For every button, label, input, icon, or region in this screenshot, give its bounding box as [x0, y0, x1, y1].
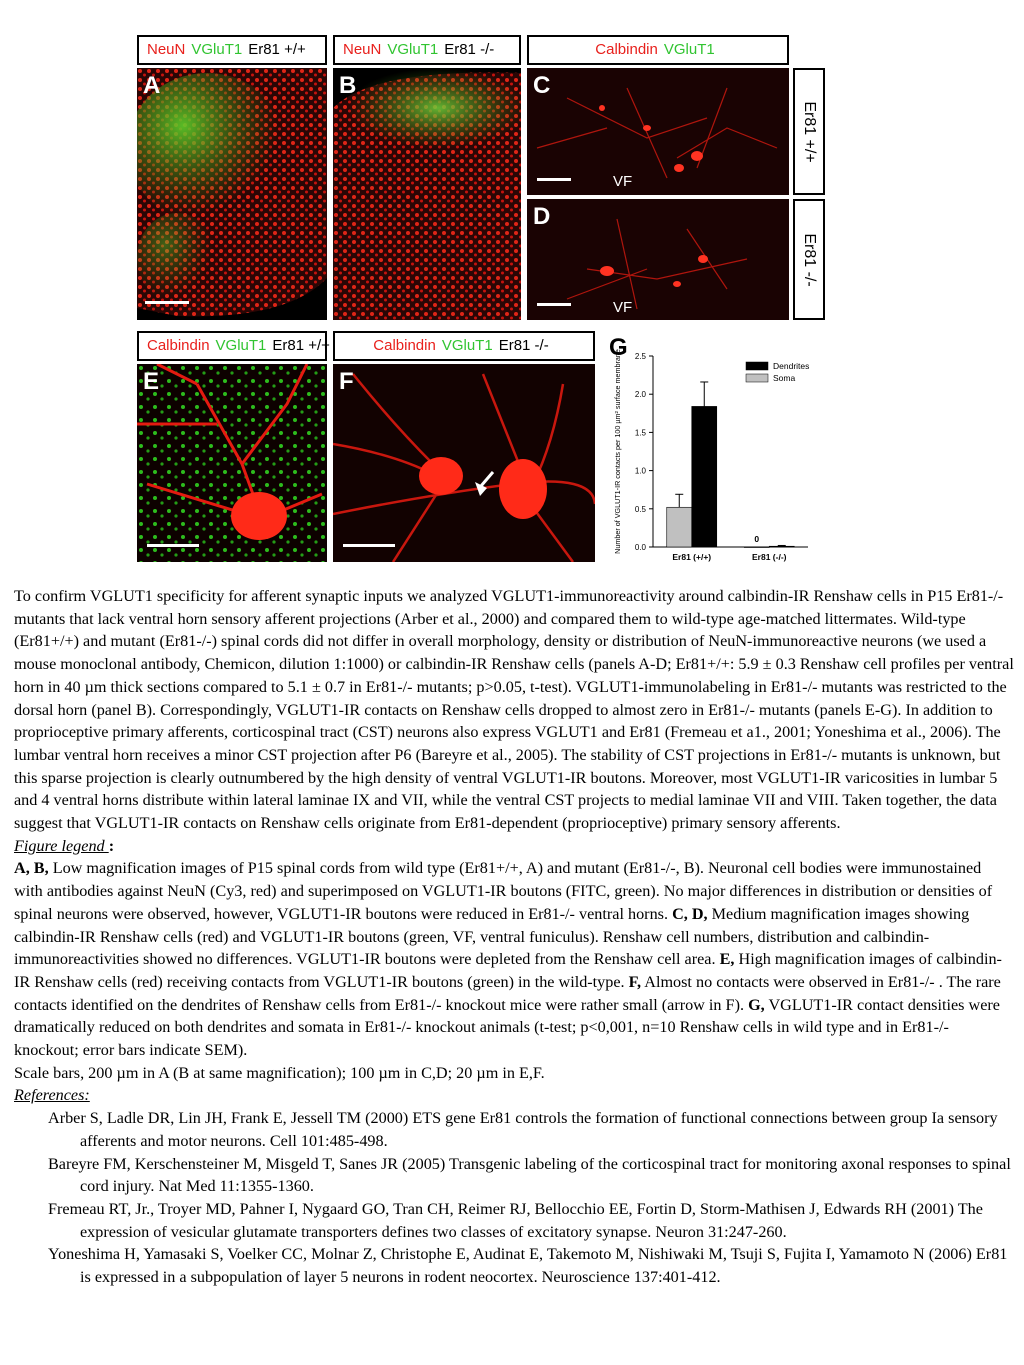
header-a-genotype: Er81 +/+: [248, 41, 306, 58]
header-cd: [527, 35, 789, 65]
paragraph-main: To confirm VGLUT1 specificity for afferent synaptic inputs we analyzed VGLUT1-immunoreactivity around calbindin-IR Renshaw cells in P15 Er81-/- mutants that lack ventral horn sensory afferent projections (Arber et al., 2000) and compared them to wild-type age-matched littermates. Wild-type (Er81+/+) and mutant (Er81-/-) spinal cords did not differ in overall morphology, density or distribution of NeuN-immunoreactive neurons (we used a mouse monoclonal antibody, Chemicon, dilution 1:1000) or calbindin-IR Renshaw cells (panels A-D; Er81+/+: 5.9 ± 0.3 Renshaw cell profiles per ventral horn in 40 µm thick sections compared to 5.1 ± 0.7 in Er81-/- mutants; p>0.05, t-test). VGLUT1-immunolabeling in Er81-/- mutants was restricted to the dorsal horn (panel B). Correspondingly, VGLUT1-IR contacts on Renshaw cells dropped to almost zero in Er81-/- mutants (panels E-G). In addition to proprioceptive primary afferents, corticospinal tract (CST) neurons also express VGLUT1 and Er81 (Fremeau et a1., 2001; Yoneshima et al., 2006). The lumbar ventral horn receives a minor CST projection after P6 (Bareyre et al., 2005). The stability of CST projections in Er81-/- mutants is unknown, but this sparse projection is clearly outnumbered by the high density of ventral VGLUT1-IR boutons. Moreover, most VGLUT1-IR varicosities in lumbar 5 and 4 ventral horns distribute within lateral laminae IX and VII, while the ventral CST projects to medial laminae VII and VIII. Taken together, the data suggest that VGLUT1-IR contacts on Renshaw cells originate from Er81-dependent (proprioceptive) primary sensory afferents.: [14, 587, 1014, 833]
figure-legend-label: Figure legend: [14, 836, 109, 855]
header-f: [333, 331, 595, 361]
panel-g-chart: [598, 332, 838, 570]
header-f-genotype: Er81 -/-: [498, 337, 549, 354]
header-e-genotype: Er81 +/+: [272, 337, 330, 354]
panel-e-image: [137, 364, 327, 562]
header-b-marker2: VGluT1: [387, 41, 439, 58]
scale-bar-d: [537, 303, 571, 306]
header-e: [137, 331, 330, 361]
y-tick-label: 2.0: [634, 390, 646, 400]
panel-c-micrograph: [527, 68, 789, 195]
genotype-box-bottom: [793, 199, 825, 320]
legend-label-soma: Soma: [773, 373, 796, 383]
y-tick-label: 0.0: [634, 543, 646, 552]
scale-bar-c: [537, 178, 571, 181]
genotype-label-bottom: Er81 -/-: [801, 232, 818, 287]
legend-ab-text: Low magnification images of P15 spinal cords from wild type (Er81+/+, A) and mutant (Er81-/-, B). Neuronal cell bodies were immunostained with antibodies against NeuN (Cy3, red) and superimposed on VGLUT1-IR boutons (FITC, green). No major differences in distribution or densities of spinal neurons were observed, however, VGLUT1-IR boutons were reduced in Er81-/- ventral horns.: [14, 859, 993, 923]
panel-e-micrograph: [137, 364, 327, 562]
panel-b-micrograph: [333, 68, 521, 320]
header-a: [137, 35, 327, 65]
x-tick-label: Er81 (+/+): [672, 552, 712, 562]
header-e-marker1: Calbindin: [147, 337, 210, 354]
header-a-marker1: NeuN: [147, 41, 186, 58]
references-label: References:: [14, 1086, 90, 1105]
genotype-box-top: [793, 68, 825, 195]
scale-bars-note: Scale bars, 200 µm in A (B at same magnification); 100 µm in C,D; 20 µm in E,F.: [14, 1063, 545, 1082]
article-text: [14, 585, 1014, 1289]
header-b-marker1: NeuN: [343, 41, 382, 58]
legend-f-label: F,: [628, 972, 642, 991]
panel-label-a: A: [143, 72, 161, 99]
legend-cd-text: Medium magnification images showing calbindin-IR Renshaw cells (red) and VGLUT1-IR boutons (green, VF, ventral funiculus). Renshaw cell numbers, distribution and calbindin-immunoreactivities showed no differences. VGLUT1-IR boutons were depleted from the Renshaw cell area.: [14, 904, 970, 969]
header-b: [333, 35, 521, 65]
legend-swatch-dendrites: [746, 362, 768, 370]
y-tick-label: 1.0: [634, 466, 646, 476]
y-tick-label: 2.5: [634, 352, 646, 361]
panel-label-d: D: [533, 203, 551, 230]
header-f-marker2: VGluT1: [441, 337, 493, 354]
figure-legend-body: [14, 857, 1014, 1061]
y-tick-label: 1.5: [634, 428, 646, 438]
scale-bar-f: [343, 544, 395, 547]
legend-e-text: High magnification images of calbindin-IR Renshaw cells (red) receiving contacts from VGLUT1-IR boutons (green) in the wild-type.: [14, 950, 1002, 991]
zero-annotation: 0: [754, 534, 760, 544]
legend-f-text: Almost no contacts were observed in Er81-/- . The rare contacts identified on the dendrites of Renshaw cells from Er81-/- knockout mice were rather small (arrow in F).: [14, 972, 1001, 1014]
vf-label-c: VF: [613, 173, 633, 190]
panel-label-e: E: [143, 368, 160, 395]
legend-g-text: VGLUT1-IR contact densities were dramatically reduced on both dendrites and somata in Er81-/- knockout animals (t-test; p<0,001, n=10 Renshaw cells in wild type and in Er81-/- knockout; error bars indicate SEM).: [14, 995, 1000, 1060]
panel-a-micrograph: [137, 68, 327, 320]
panel-d-image: [527, 199, 789, 320]
bar-dendrites: [692, 406, 717, 547]
header-cd-marker1: Calbindin: [595, 41, 658, 58]
figure: [0, 0, 1024, 575]
reference-item: Arber S, Ladle DR, Lin JH, Frank E, Jessell TM (2000) ETS gene Er81 controls the formation of functional connections between group Ia sensory afferents and motor neurons. Cell 101:485-498.: [48, 1109, 998, 1150]
panel-label-g: G: [609, 334, 628, 361]
figure-legend-colon: :: [108, 836, 115, 855]
bar-soma: [667, 507, 692, 547]
header-a-marker2: VGluT1: [191, 41, 243, 58]
reference-item: Yoneshima H, Yamasaki S, Voelker CC, Molnar Z, Christophe E, Audinat E, Takemoto M, Nishiwaki M, Tsuji S, Fujita I, Yamamoto N (2006) Er81 is expressed in a subpopulation of layer 5 neurons in rodent neocortex. Neuroscience 137:401-412.: [48, 1245, 1008, 1287]
bar-chart-g: [598, 332, 838, 570]
references-heading: [14, 1084, 1014, 1107]
scale-bar-e: [147, 544, 199, 547]
header-cd-marker2: VGluT1: [663, 41, 715, 58]
legend-g-label: G,: [748, 995, 765, 1014]
panel-d-micrograph: [527, 199, 789, 320]
panel-c-image: [527, 68, 789, 195]
panel-label-c: C: [533, 72, 551, 99]
panel-b-image: [333, 68, 521, 320]
header-f-marker1: Calbindin: [373, 337, 436, 354]
header-e-marker2: VGluT1: [215, 337, 267, 354]
vf-label-d: VF: [613, 299, 633, 316]
legend-label-dendrites: Dendrites: [773, 361, 810, 371]
legend-e-label: E,: [719, 950, 735, 969]
legend-cd-label: C, D,: [672, 904, 708, 923]
reference-item: Bareyre FM, Kerschensteiner M, Misgeld T, Sanes JR (2005) Transgenic labeling of the corticospinal tract for monitoring axonal responses to spinal cord injury. Nat Med 11:1355-1360.: [48, 1154, 1011, 1196]
figure-legend-heading: [14, 835, 1014, 858]
bar-dendrites: [769, 546, 794, 547]
bar-soma: [744, 547, 769, 548]
scale-bar-a: [145, 301, 189, 304]
reference-item: Fremeau RT, Jr., Troyer MD, Pahner I, Nygaard GO, Tran CH, Reimer RJ, Bellocchio EE, Fortin D, Storm-Mathisen J, Edwards RH (2001) The expression of vesicular glutamate transporters defines two classes of excitatory synapse. Neuron 31:247-260.: [48, 1199, 983, 1241]
genotype-label-top: Er81 +/+: [801, 100, 818, 163]
panel-label-b: B: [339, 72, 357, 99]
panel-f-image: [333, 364, 595, 562]
legend-ab-label: A, B,: [14, 859, 49, 878]
legend-swatch-soma: [746, 374, 768, 382]
panel-f-micrograph: [333, 364, 595, 562]
panel-a-image: [137, 68, 327, 320]
panel-label-f: F: [339, 368, 354, 395]
x-tick-label: Er81 (-/-): [752, 552, 787, 562]
y-axis-label: Number of VGLUT1-IR contacts per 100 µm² surface membrane: [613, 349, 622, 554]
header-b-genotype: Er81 -/-: [444, 41, 495, 58]
y-tick-label: 0.5: [634, 504, 646, 514]
